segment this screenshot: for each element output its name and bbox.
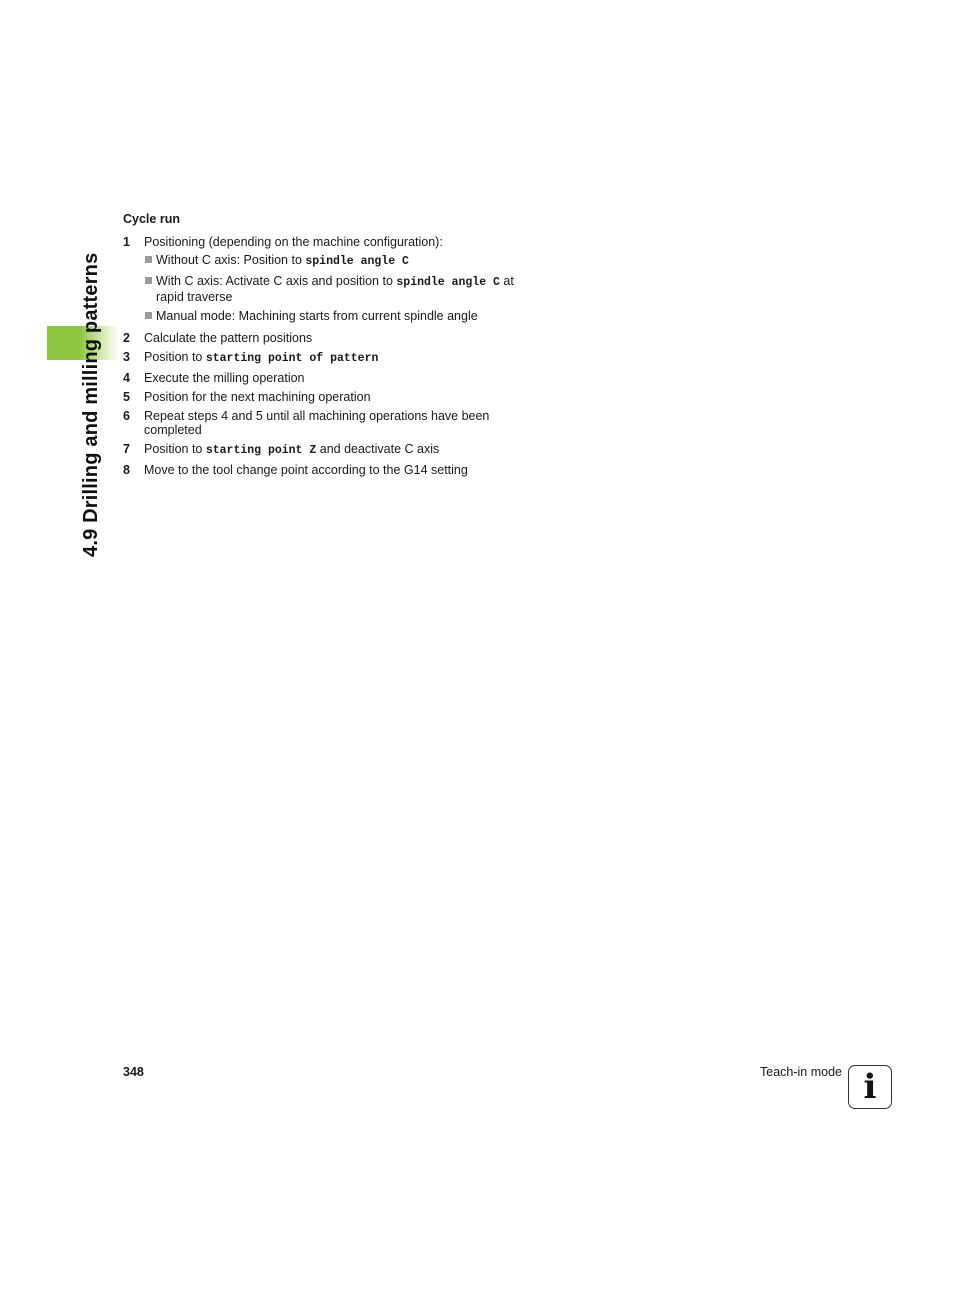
sub-item: Without C axis: Position to spindle angle C xyxy=(144,253,523,269)
sub-list xyxy=(144,253,523,323)
step-number: 4 xyxy=(123,371,130,385)
square-bullet-icon xyxy=(145,312,152,319)
info-icon: i xyxy=(848,1065,892,1109)
step-5: 5 Position for the next machining operation xyxy=(123,390,371,404)
code-term: spindle angle C xyxy=(305,255,409,268)
step-number: 5 xyxy=(123,390,130,404)
square-bullet-icon xyxy=(145,256,152,263)
section-heading: Cycle run xyxy=(123,212,180,226)
sub-item: With C axis: Activate C axis and position to spindle angle C at rapid traverse xyxy=(144,274,523,304)
section-title: 4.9 Drilling and milling patterns xyxy=(80,252,102,557)
step-number: 3 xyxy=(123,350,130,364)
code-term: starting point Z xyxy=(205,444,317,457)
square-bullet-icon xyxy=(145,277,152,284)
step-number: 2 xyxy=(123,331,130,345)
chapter-name: Teach-in mode xyxy=(760,1065,842,1079)
step-number: 8 xyxy=(123,463,130,477)
step-6: 6 Repeat steps 4 and 5 until all machining operations have been completed xyxy=(123,409,490,437)
step-number: 7 xyxy=(123,442,130,456)
step-1 xyxy=(123,235,523,323)
code-term: starting point of pattern xyxy=(205,352,379,365)
page-number: 348 xyxy=(123,1065,144,1079)
step-number: 1 xyxy=(123,235,130,249)
step-2: 2 Calculate the pattern positions xyxy=(123,331,313,345)
step-7: 7 Position to starting point Z and deactivate C axis xyxy=(123,442,440,457)
step-number: 6 xyxy=(123,409,130,423)
step-text: Positioning (depending on the machine configuration): xyxy=(144,235,443,249)
step-8: 8 Move to the tool change point according to the G14 setting xyxy=(123,463,468,477)
cycle-run-section xyxy=(123,212,523,482)
sub-item: Manual mode: Machining starts from current spindle angle xyxy=(144,309,523,323)
code-term: spindle angle C xyxy=(396,276,500,289)
step-3: 3 Position to starting point of pattern xyxy=(123,350,379,365)
step-4: 4 Execute the milling operation xyxy=(123,371,305,385)
